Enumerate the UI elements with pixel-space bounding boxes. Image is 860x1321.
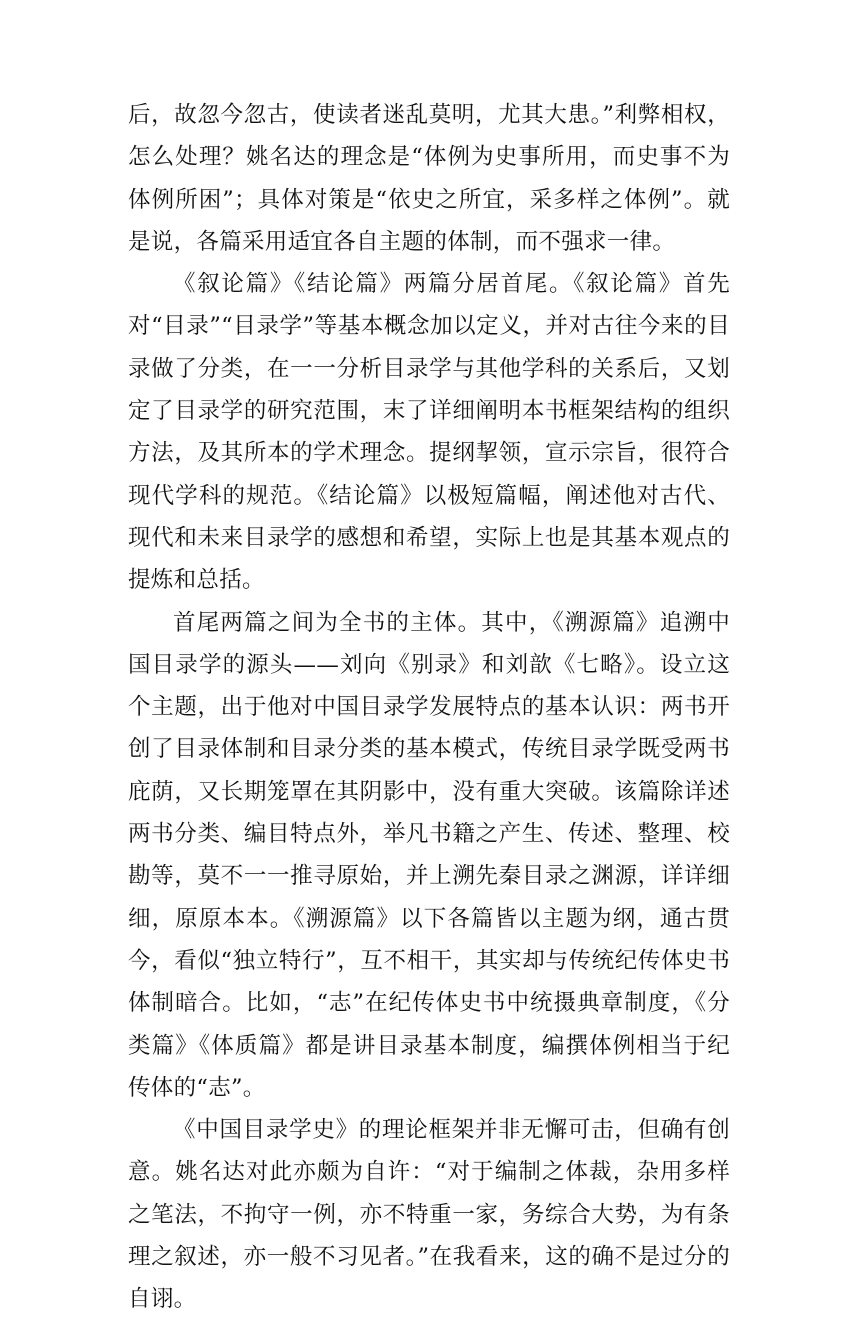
paragraph-continuation: 后，故忽今忽古，使读者迷乱莫明，尤其大患。”利弊相权，怎么处理？姚名达的理念是“体例为史事所用，而史事不为体例所困”；具体对策是“依史之所宜，采多样之体例”。就是说，各篇采用适宜各自主题的体制，而不强求一律。 [128,102,730,255]
paragraph-framework: 《中国目录学史》的理论框架并非无懈可击，但确有创意。姚名达对此亦颇为自许：“对于编制之体裁，杂用多样之笔法，不拘守一例，亦不特重一家，务综合大势，为有条理之叙述，亦一般不习见者。”在我看来，这的确不是过分的自诩。 [128,1117,730,1313]
paragraph-intro-conclusion: 《叙论篇》《结论篇》两篇分居首尾。《叙论篇》首先对“目录”“目录学”等基本概念加以定义，并对古往今来的目录做了分类，在一一分析目录学与其他学科的关系后，又划定了目录学的研究范围，末了详细阐明本书框架结构的组织方法，及其所本的学术理念。提纲挈领，宣示宗旨，很符合现代学科的规范。《结论篇》以极短篇幅，阐述他对古代、现代和未来目录学的感想和希望，实际上也是其基本观点的提炼和总括。 [128,271,730,594]
document-body [128,94,730,1321]
paragraph-main-body: 首尾两篇之间为全书的主体。其中，《溯源篇》追溯中国目录学的源头——刘向《别录》和刘歆《七略》。设立这个主题，出于他对中国目录学发展特点的基本认识：两书开创了目录体制和目录分类的基本模式，传统目录学既受两书庇荫，又长期笼罩在其阴影中，没有重大突破。该篇除详述两书分类、编目特点外，举凡书籍之产生、传述、整理、校勘等，莫不一一推寻原始，并上溯先秦目录之渊源，详详细细，原原本本。《溯源篇》以下各篇皆以主题为纲，通古贯今，看似“独立特行”，互不相干，其实却与传统纪传体史书体制暗合。比如，“志”在纪传体史书中统摄典章制度，《分类篇》《体质篇》都是讲目录基本制度，编撰体例相当于纪传体的“志”。 [128,609,730,1101]
